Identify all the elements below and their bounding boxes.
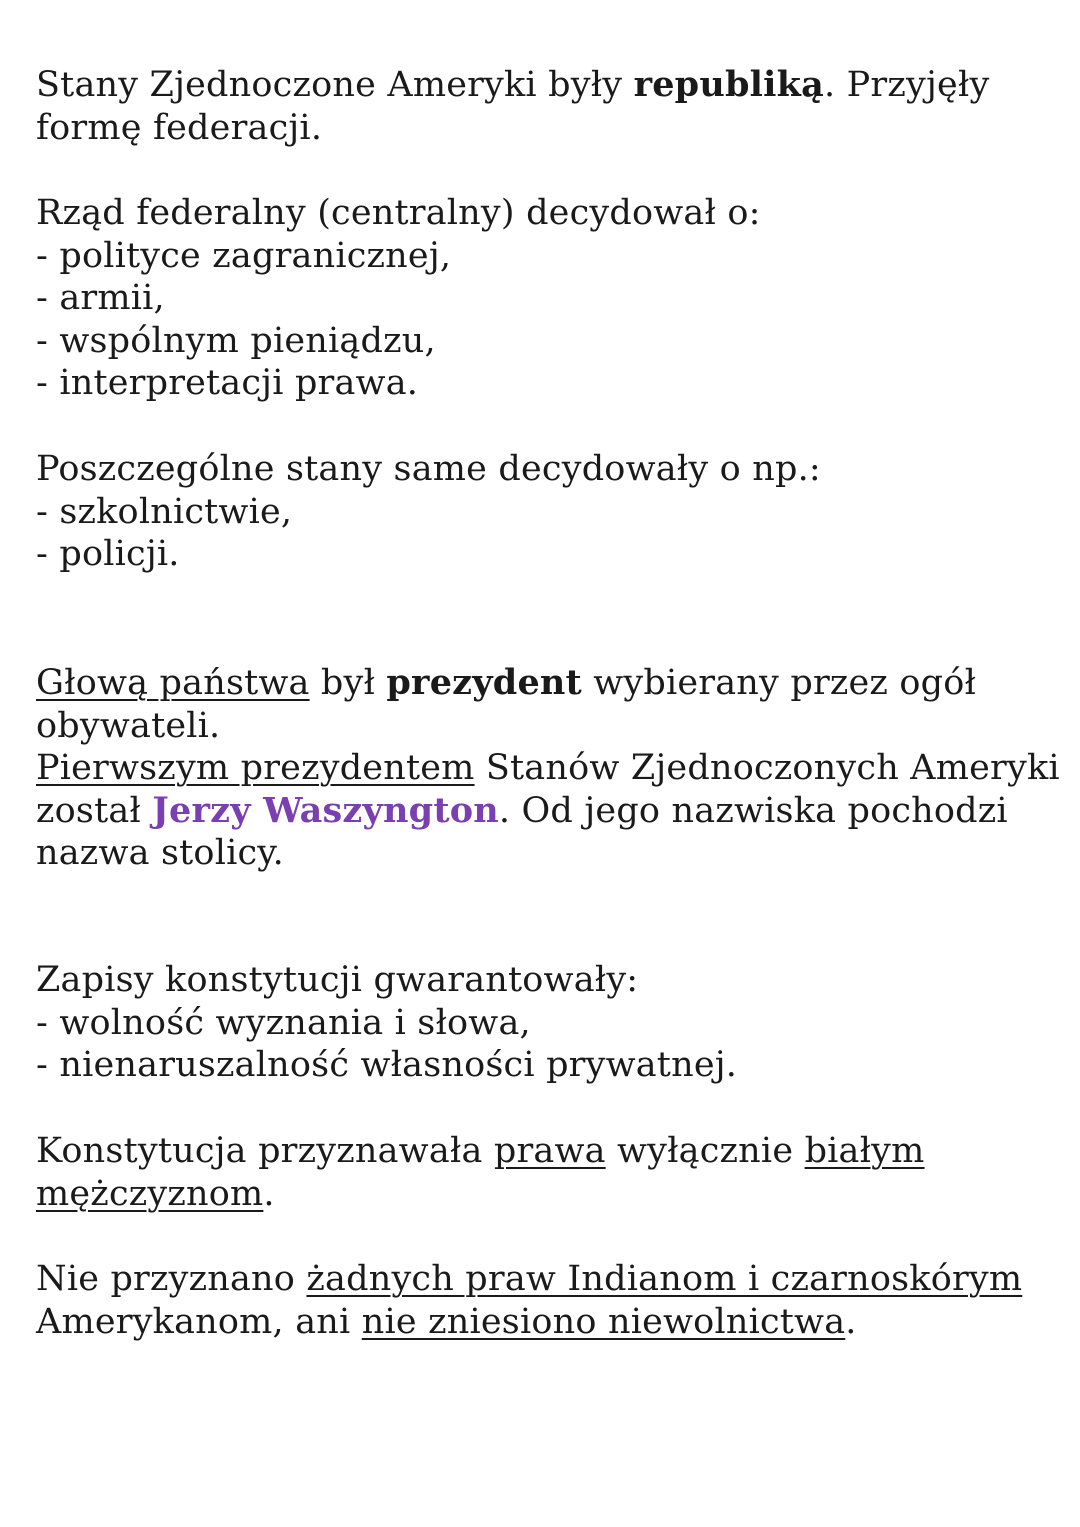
list-item: - nienaruszalność własności prywatnej.	[36, 1045, 738, 1085]
text: . Przyjęły	[824, 65, 990, 105]
paragraph-president	[36, 662, 1060, 875]
list-item: - wolność wyznania i słowa,	[36, 1002, 531, 1043]
bold-term: prezydent	[386, 662, 582, 703]
list-heading: Rząd federalny (centralny) decydował o:	[36, 193, 761, 233]
line	[36, 1301, 1056, 1344]
text: Stany Zjednoczone Ameryki były	[36, 65, 634, 105]
paragraph-republic	[36, 64, 1056, 149]
text: Nie przyznano	[36, 1259, 307, 1299]
line	[36, 64, 1056, 107]
underlined-term: prawa	[493, 1131, 606, 1171]
highlighted-name: Jerzy Waszyngton	[152, 789, 499, 831]
paragraph-constitution-guarantees	[36, 959, 1056, 1087]
line	[36, 1258, 1056, 1301]
underlined-term: Pierwszym prezydentem	[36, 748, 475, 788]
underlined-term: białym	[804, 1131, 925, 1171]
text: . Od jego nazwiska pochodzi	[498, 790, 1008, 831]
text: wyłącznie	[605, 1131, 805, 1171]
text: Konstytucja przyznawała	[36, 1131, 494, 1171]
paragraph-rights	[36, 1130, 1056, 1215]
list-item: - policji.	[36, 534, 180, 574]
list-item: - armii,	[36, 278, 165, 318]
text: był	[309, 663, 387, 703]
paragraph-no-rights	[36, 1258, 1056, 1343]
bold-term: republiką	[633, 64, 824, 105]
line	[36, 1130, 1056, 1173]
underlined-term: Głową państwa	[36, 663, 310, 703]
paragraph-federal-government	[36, 192, 1056, 405]
text: został	[36, 790, 153, 831]
line: formę federacji.	[36, 107, 323, 148]
text: .	[845, 1301, 857, 1342]
underlined-term: nie zniesiono niewolnictwa	[361, 1301, 846, 1342]
underlined-term: mężczyznom	[36, 1173, 264, 1214]
text: Stanów Zjednoczonych Ameryki	[474, 748, 1060, 788]
text: Amerykanom, ani	[36, 1301, 362, 1342]
text: .	[263, 1173, 275, 1214]
list-heading: Zapisy konstytucji gwarantowały:	[36, 960, 639, 1000]
underlined-term: żadnych praw Indianom i czarnoskórym	[306, 1259, 1023, 1299]
list-item: - polityce zagranicznej,	[36, 235, 452, 276]
list-heading: Poszczególne stany same decydowały o np.:	[36, 449, 821, 489]
text: wybierany przez ogół	[581, 663, 977, 703]
list-item: - wspólnym pieniądzu,	[36, 320, 436, 361]
line: obywateli.	[36, 705, 221, 746]
line	[36, 790, 1056, 833]
line	[36, 1173, 1056, 1216]
list-item: - szkolnictwie,	[36, 491, 293, 532]
line	[36, 662, 1056, 705]
line	[36, 747, 1060, 790]
paragraph-states	[36, 448, 1056, 576]
line: nazwa stolicy.	[36, 833, 284, 873]
list-item: - interpretacji prawa.	[36, 363, 419, 403]
